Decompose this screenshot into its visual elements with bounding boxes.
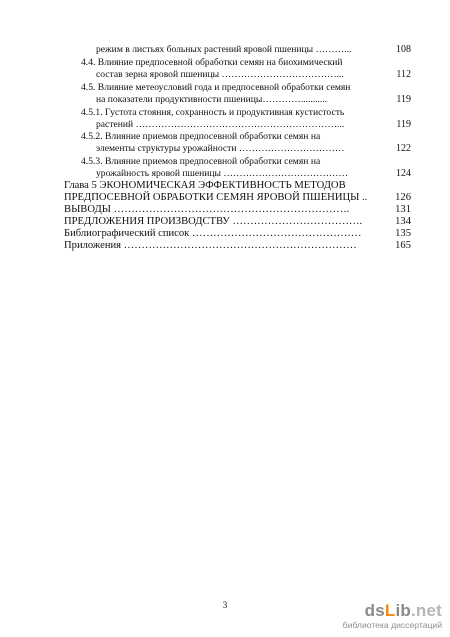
toc-entry-page: 126 xyxy=(395,192,411,203)
toc-entry-text: Глава 5 ЭКОНОМИЧЕСКАЯ ЭФФЕКТИВНОСТЬ МЕТОДОВ xyxy=(64,180,346,191)
toc-entry-page: 124 xyxy=(396,168,411,179)
page-number: 3 xyxy=(222,600,228,610)
toc-entry-page: 119 xyxy=(396,119,411,130)
toc-entry-page: 122 xyxy=(396,143,411,154)
toc-entry-text: растений ………………………………………………………... xyxy=(96,119,345,130)
toc-entry-text: ПРЕДЛОЖЕНИЯ ПРОИЗВОДСТВУ ………………………………. xyxy=(64,216,363,227)
toc-entry-text: ВЫВОДЫ …………………………………………………………. xyxy=(64,204,350,215)
watermark-subtitle: библиотека диссертаций xyxy=(342,620,442,630)
toc-entry-text: состав зерна яровой пшеницы ………………………………... xyxy=(96,69,344,80)
logo-part-ib: ib xyxy=(395,601,411,620)
dslib-logo xyxy=(365,601,442,621)
toc-entry-page: 112 xyxy=(396,69,411,80)
logo-part-ds: ds xyxy=(364,601,385,620)
toc-entry-text: Приложения ………………………………………………………… xyxy=(64,240,357,251)
toc-entry-text: режим в листьях больных растений яровой пшеницы ………... xyxy=(96,44,352,55)
toc-entry-page: 108 xyxy=(396,44,411,55)
toc-entry-text: на показатели продуктивности пшеницы…………........... xyxy=(96,94,328,105)
toc-entry-text: 4.5.3. Влияние приемов предпосевной обработки семян на xyxy=(81,156,321,167)
toc-entry-text: 4.4. Влияние предпосевной обработки семян на биохимический xyxy=(81,57,343,68)
toc-entry-text: 4.5. Влияние метеоусловий года и предпосевной обработки семян xyxy=(81,82,351,93)
toc-entry-page: 165 xyxy=(395,240,411,251)
toc-entry-page: 131 xyxy=(395,204,411,215)
toc-entry-page: 135 xyxy=(395,228,411,239)
toc-entry-text: элементы структуры урожайности …………………………… xyxy=(96,143,345,154)
toc-entry-text: Библиографический список ………………………………………… xyxy=(64,228,362,239)
toc-entry-text: ПРЕДПОСЕВНОЙ ОБРАБОТКИ СЕМЯН ЯРОВОЙ ПШЕНИЦЫ .. xyxy=(64,192,368,203)
toc-entry-text: урожайность яровой пшеницы ………………………………… xyxy=(96,168,349,179)
toc-entry-text: 4.5.1. Густота стояния, сохранность и продуктивная кустистость xyxy=(81,107,345,118)
toc-entry-text: 4.5.2. Влияние приемов предпосевной обработки семян на xyxy=(81,131,321,142)
toc-entry-page: 134 xyxy=(395,216,411,227)
toc-entry-page: 119 xyxy=(396,94,411,105)
logo-part-l: L xyxy=(384,601,396,620)
logo-part-tld: .net xyxy=(410,601,442,620)
dslib-watermark[interactable] xyxy=(336,601,442,631)
